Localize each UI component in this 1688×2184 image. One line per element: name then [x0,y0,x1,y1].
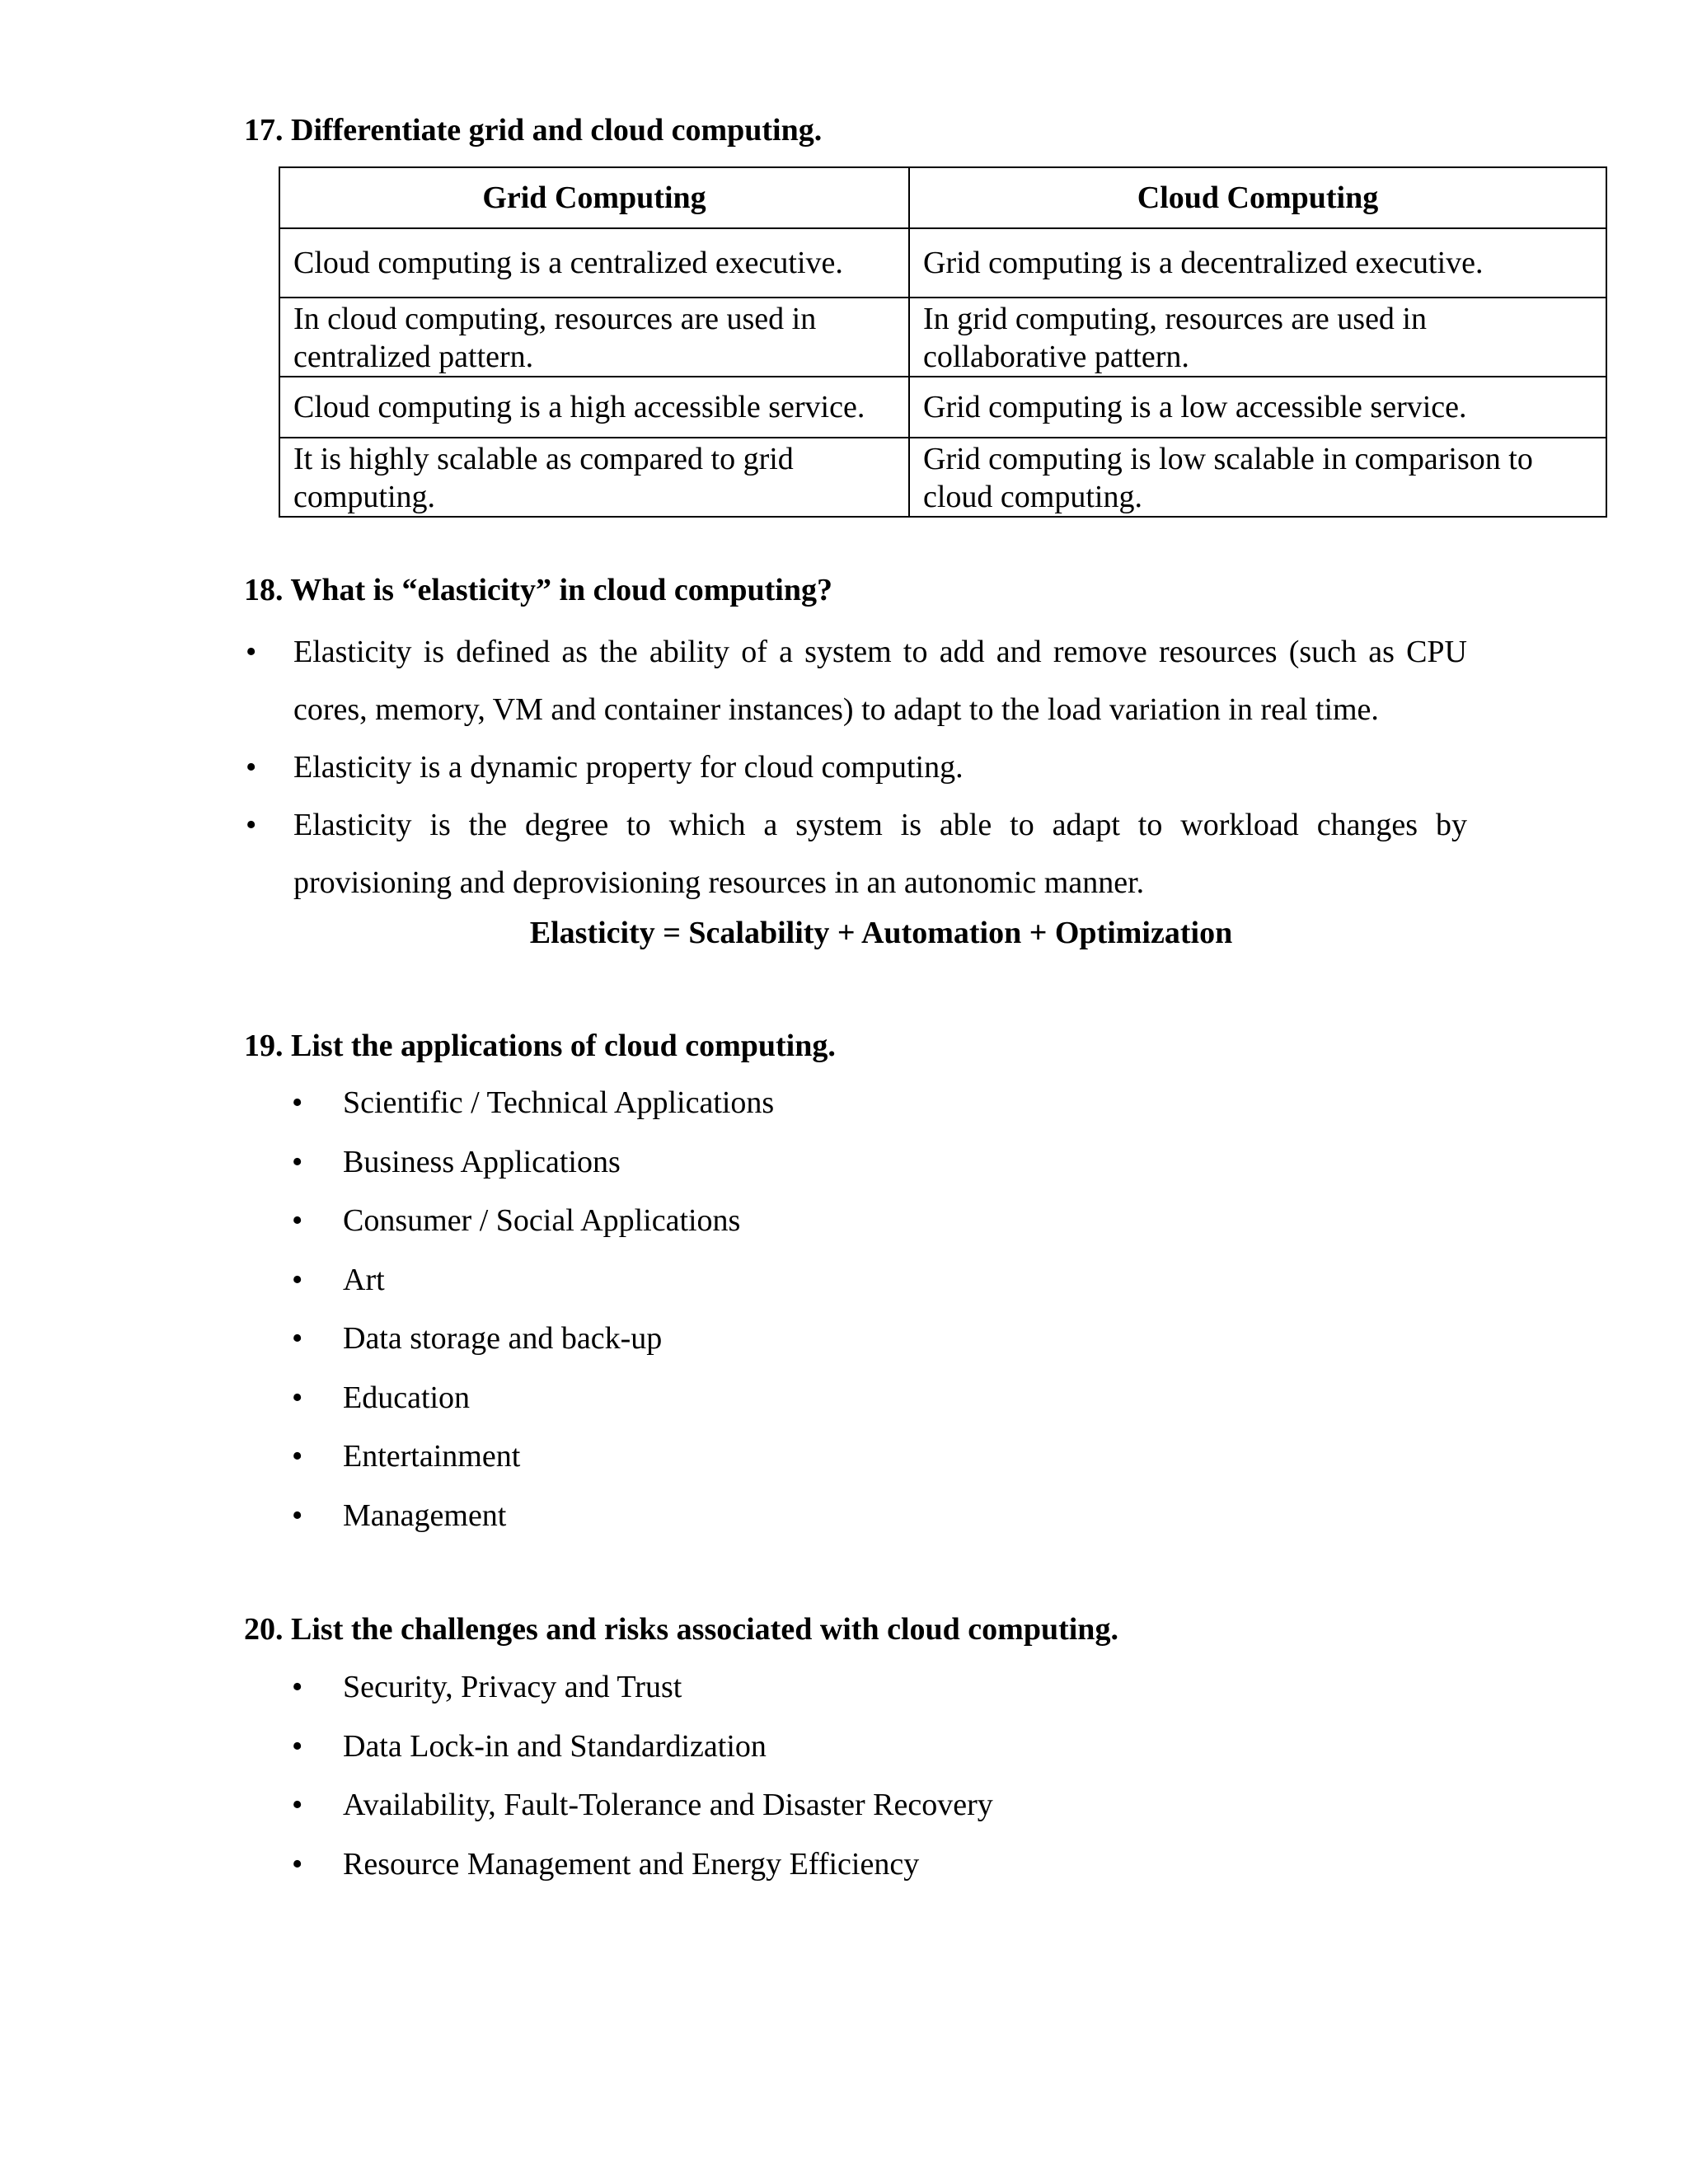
list-item-text: Education [343,1380,471,1415]
table-header-cloud: Cloud Computing [909,167,1606,228]
list-item-text: Availability, Fault-Tolerance and Disaster Recovery [343,1788,993,1822]
bullet-icon: • [292,1497,303,1533]
table-cell: It is highly scalable as compared to grid computing. [279,438,909,517]
list-item [288,1487,774,1546]
bullet-icon: • [246,635,257,669]
comparison-table [279,166,1607,518]
table-row [279,228,1606,298]
list-item-text: Elasticity is a dynamic property for cloud computing. [293,750,964,785]
bullet-icon: • [292,1788,303,1822]
list-item [288,1251,774,1310]
list-item-text: Entertainment [343,1439,521,1474]
table-cell: Grid computing is a decentralized executive. [909,228,1606,298]
bullet-icon: • [292,1203,303,1238]
bullet-icon: • [292,1728,303,1764]
list-item-text: Scientific / Technical Applications [343,1085,775,1120]
applications-list [288,1074,774,1545]
list-item [288,1369,774,1428]
list-item-text: Elasticity is defined as the ability of a system to add and remove resources (such as CPU cores, memory, VM and container instances) to adapt to the load variation in real time. [293,635,1467,727]
list-item-text: Data Lock-in and Standardization [343,1728,767,1764]
bullet-icon: • [292,1144,303,1179]
list-item [239,738,1467,796]
list-item [239,623,1467,738]
table-cell: In cloud computing, resources are used in centralized pattern. [279,298,909,377]
bullet-icon: • [292,1321,303,1356]
list-item-text: Security, Privacy and Trust [343,1670,682,1704]
bullet-icon: • [292,1262,303,1297]
list-item [288,1074,774,1133]
list-item [288,1192,774,1251]
list-item [288,1310,774,1369]
list-item [288,1718,993,1777]
table-header-row [279,167,1606,228]
q17-heading: 17. Differentiate grid and cloud computing. [244,113,823,148]
bullet-icon: • [246,808,257,842]
table-cell: In grid computing, resources are used in collaborative pattern. [909,298,1606,377]
list-item [288,1427,774,1487]
q18-heading: 18. What is “elasticity” in cloud computing? [244,573,832,607]
list-item-text: Business Applications [343,1144,621,1179]
bullet-icon: • [246,750,257,785]
list-item-text: Resource Management and Energy Efficiency [343,1846,920,1882]
list-item-text: Management [343,1497,507,1533]
list-item [239,796,1467,912]
list-item-text: Consumer / Social Applications [343,1203,741,1238]
challenges-list [288,1658,993,1894]
table-cell: Cloud computing is a centralized executive. [279,228,909,298]
q19-heading: 19. List the applications of cloud computing. [244,1029,836,1063]
bullet-icon: • [292,1846,303,1882]
table-cell: Grid computing is low scalable in comparison to cloud computing. [909,438,1606,517]
list-item-text: Data storage and back-up [343,1321,663,1356]
list-item [288,1658,993,1718]
table-row [279,377,1606,438]
table-row [279,438,1606,517]
bullet-icon: • [292,1085,303,1120]
elasticity-list [239,623,1467,912]
list-item [288,1776,993,1835]
table-header-grid: Grid Computing [279,167,909,228]
bullet-icon: • [292,1380,303,1415]
q20-heading: 20. List the challenges and risks associated with cloud computing. [244,1612,1118,1647]
list-item-text: Elasticity is the degree to which a system is able to adapt to workload changes by provisioning and deprovisioning resources in an autonomic manner. [293,808,1467,900]
elasticity-formula: Elasticity = Scalability + Automation + Optimization [529,916,1233,950]
table-row [279,298,1606,377]
table-cell: Cloud computing is a high accessible service. [279,377,909,438]
list-item [288,1133,774,1193]
table-cell: Grid computing is a low accessible service. [909,377,1606,438]
list-item-text: Art [343,1262,385,1297]
list-item [288,1835,993,1895]
bullet-icon: • [292,1439,303,1474]
bullet-icon: • [292,1670,303,1704]
